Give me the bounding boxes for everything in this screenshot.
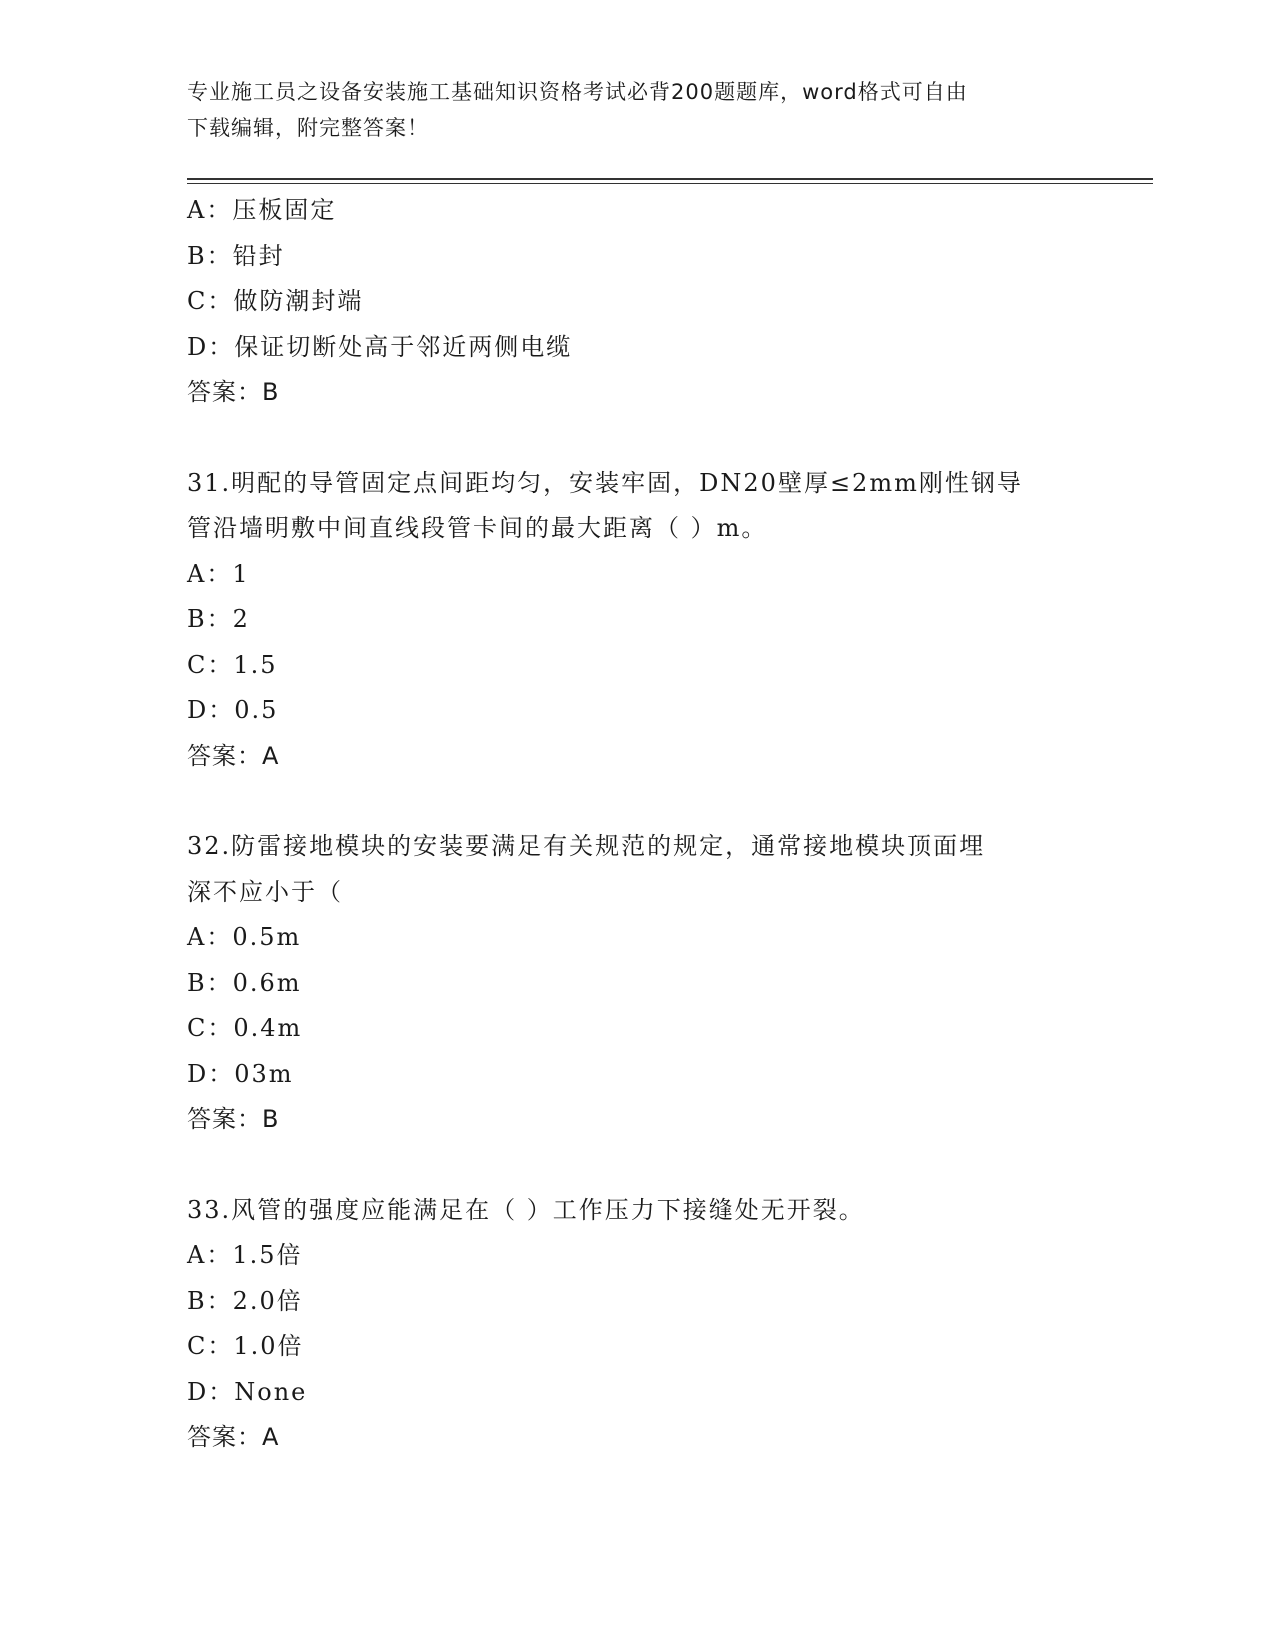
option-c: C：0.4m xyxy=(187,1014,303,1042)
question-stem-line-2: 深不应小于（ xyxy=(187,877,343,906)
question-spacer xyxy=(187,416,1087,461)
question-33 xyxy=(187,1188,1087,1461)
question-30-continued xyxy=(187,188,1087,416)
option-d: D：0.5 xyxy=(187,696,279,724)
option-d: D：03m xyxy=(187,1059,294,1088)
question-32 xyxy=(187,824,1087,1143)
answer-line: 答案：B xyxy=(187,1105,280,1133)
option-d: D：保证切断处高于邻近两侧电缆 xyxy=(187,332,573,361)
question-list xyxy=(187,188,1087,1461)
option-c: C：1.5 xyxy=(187,650,278,679)
option-b: B：铅封 xyxy=(187,241,285,270)
option-d: D：None xyxy=(187,1377,308,1406)
answer-line: 答案：A xyxy=(187,741,280,770)
header-divider-thin xyxy=(187,183,1153,184)
option-a: A：1 xyxy=(187,559,250,588)
question-spacer xyxy=(187,1143,1087,1188)
option-b: B：2 xyxy=(187,605,250,633)
question-stem-line-2: 管沿墙明敷中间直线段管卡间的最大距离（ ）m。 xyxy=(187,514,768,542)
option-a: A：1.5倍 xyxy=(187,1241,303,1269)
header-divider-thick xyxy=(187,178,1153,180)
option-a: A：0.5m xyxy=(187,923,302,951)
question-stem-line-1: 31.明配的导管固定点间距均匀，安装牢固，DN20壁厚≤2mm刚性钢导 xyxy=(187,468,1023,497)
document-header xyxy=(187,74,1067,146)
question-stem-line-1: 32.防雷接地模块的安装要满足有关规范的规定，通常接地模块顶面埋 xyxy=(187,832,986,860)
option-c: C：做防潮封端 xyxy=(187,287,364,315)
answer-line: 答案：B xyxy=(187,378,280,406)
question-spacer xyxy=(187,779,1087,824)
option-a: A：压板固定 xyxy=(187,196,337,224)
answer-line: 答案：A xyxy=(187,1423,280,1451)
question-31 xyxy=(187,461,1087,780)
option-c: C：1.0倍 xyxy=(187,1332,304,1360)
header-line-1: 专业施工员之设备安装施工基础知识资格考试必背200题题库，word格式可自由 xyxy=(187,80,968,104)
option-b: B：0.6m xyxy=(187,968,302,997)
option-b: B：2.0倍 xyxy=(187,1286,303,1315)
header-line-2: 下载编辑，附完整答案！ xyxy=(187,116,429,140)
question-stem-line-1: 33.风管的强度应能满足在（ ）工作压力下接缝处无开裂。 xyxy=(187,1195,865,1224)
